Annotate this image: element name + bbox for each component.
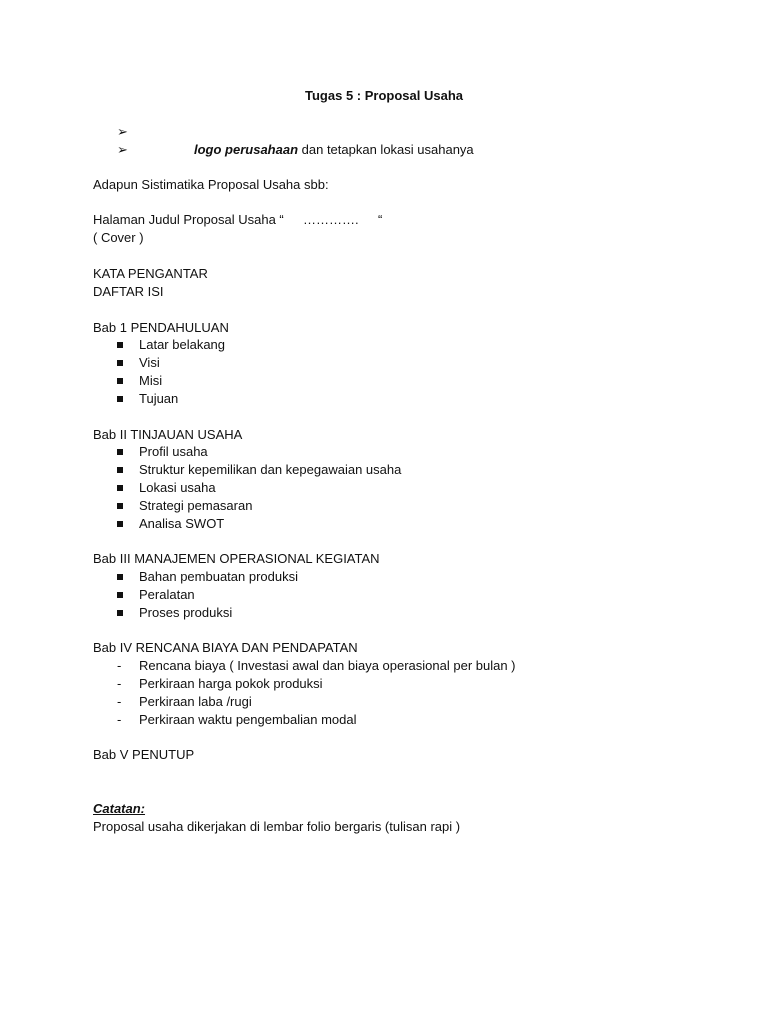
front-matter-item: KATA PENGANTAR	[93, 266, 208, 281]
dash-bullet-icon: -	[117, 694, 122, 709]
chapter-heading: Bab 1 PENDAHULUAN	[93, 320, 229, 335]
dash-bullet-icon: -	[117, 676, 122, 691]
front-matter-item: DAFTAR ISI	[93, 284, 164, 299]
arrow-bullet-icon: ➢	[117, 124, 128, 139]
bullet-text: dan tetapkan lokasi usahanya	[298, 142, 474, 157]
cover-dots: ………….	[303, 212, 359, 227]
intro-bullet-2	[117, 141, 474, 159]
systematics-intro: Adapun Sistimatika Proposal Usaha sbb:	[93, 177, 329, 192]
cover-close-quote: “	[378, 212, 383, 227]
cover-subtitle: ( Cover )	[93, 230, 144, 245]
cover-label: Halaman Judul Proposal Usaha “	[93, 212, 284, 227]
page-title: Tugas 5 : Proposal Usaha	[305, 88, 463, 103]
chapter-heading: Bab II TINJAUAN USAHA	[93, 427, 243, 442]
chapter-heading: Bab III MANAJEMEN OPERASIONAL KEGIATAN	[93, 551, 380, 566]
emphasis-text: logo perusahaan	[194, 142, 299, 157]
arrow-bullet-icon: ➢	[117, 142, 128, 157]
document-page: Tugas 5 : Proposal Usaha ➢ ➢ logo perusahaan dan tetapkan lokasi usahanya Adapun Sistimatika Proposal Usaha sbb: Halaman Judul Proposal Usaha “ …………. “ ( Cover ) KATA PENGANTAR DAFTAR ISI Bab 1 PENDAHULUAN Latar belakang Visi Misi Tujuan Bab II TINJAUAN USAHA Profil usaha Struktur kepemilikan dan kepegawaian usaha Lokasi usaha Strategi pemasaran Analisa SWOT Bab III MANAJEMEN OPERASIONAL KEGIATAN Bahan pembuatan produksi Peralatan Proses produksi Bab IV RENCANA BIAYA DAN PENDAPATAN - Rencana biaya ( Investasi awal dan biaya operasional per bulan ) - Perkiraan harga pokok produksi - Perkiraan laba /rugi - Perkiraan waktu pengembalian modal Bab V PENUTUP Catatan: Proposal usaha dikerjakan di lembar folio bergaris (tulisan rapi )	[0, 0, 768, 1024]
chapter-heading: Bab V PENUTUP	[93, 747, 195, 762]
dash-bullet-icon: -	[117, 712, 122, 727]
intro-bullet-1	[117, 123, 135, 141]
intro-bullet-text	[194, 141, 474, 159]
dash-bullet-icon: -	[117, 658, 122, 673]
chapter-heading: Bab IV RENCANA BIAYA DAN PENDAPATAN	[93, 640, 358, 655]
note-label: Catatan:	[93, 801, 146, 816]
cover-line	[93, 211, 383, 229]
note-text: Proposal usaha dikerjakan di lembar folio bergaris (tulisan rapi )	[93, 819, 461, 834]
